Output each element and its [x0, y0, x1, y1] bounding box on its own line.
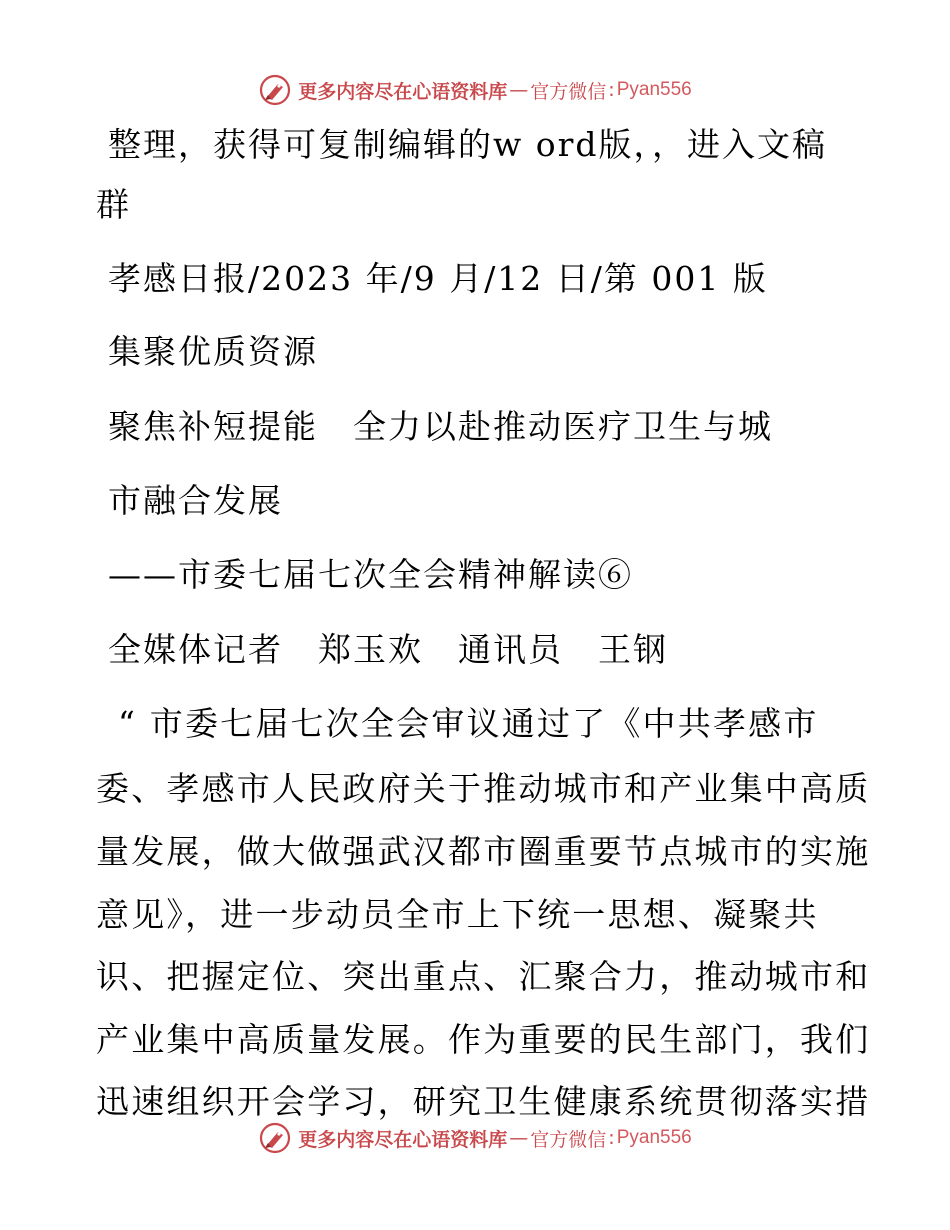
body-paragraph-line: 迅速组织开会学习，研究卫生健康系统贯彻落实措 — [96, 1082, 871, 1121]
banner-dash: — — [509, 79, 529, 101]
site-name: 更多内容尽在心语资料库 — [298, 1128, 508, 1151]
wechat-id: Pyan556 — [616, 1127, 692, 1148]
pen-nib-logo-icon — [258, 1121, 292, 1155]
body-paragraph-line: 产业集中高质量发展。作为重要的民生部门，我们 — [96, 1020, 871, 1059]
footer-watermark-banner — [0, 1118, 950, 1158]
intro-line-2: 群 — [96, 185, 131, 224]
wechat-label: 官方微信 — [530, 80, 607, 103]
body-paragraph-line: 量发展，做大做强武汉都市圈重要节点城市的实施 — [96, 832, 871, 871]
headline-line-1: 聚焦补短提能 全力以赴推动医疗卫生与城 — [108, 407, 773, 446]
body-paragraph-line: 识、把握定位、突出重点、汇聚合力，推动城市和 — [96, 957, 871, 996]
wechat-label: 官方微信 — [530, 1128, 607, 1151]
banner-separator: : — [608, 1127, 615, 1149]
body-paragraph-line: 意见》，进一步动员全市上下统一思想、凝聚共 — [96, 895, 819, 934]
intro-line-1: 整理，获得可复制编辑的w ord版，，进入文稿 — [108, 125, 828, 164]
subtitle: ——市委七届七次全会精神解读⑥ — [108, 555, 633, 594]
byline: 全媒体记者 郑玉欢 通讯员 王钢 — [108, 630, 668, 669]
pen-nib-logo-icon — [258, 73, 292, 107]
wechat-id: Pyan556 — [616, 79, 692, 100]
column-title: 集聚优质资源 — [108, 332, 318, 371]
header-watermark-banner — [0, 70, 950, 110]
headline-line-2: 市融合发展 — [108, 481, 283, 520]
site-name: 更多内容尽在心语资料库 — [298, 80, 508, 103]
body-paragraph-line: 委、孝感市人民政府关于推动城市和产业集中高质 — [96, 769, 871, 808]
banner-dash: — — [509, 1127, 529, 1149]
source-line: 孝感日报/2023 年/9 月/12 日/第 001 版 — [108, 259, 768, 298]
banner-separator: : — [608, 79, 615, 101]
body-paragraph-line: “ 市委七届七次全会审议通过了《中共孝感市 — [118, 704, 819, 743]
